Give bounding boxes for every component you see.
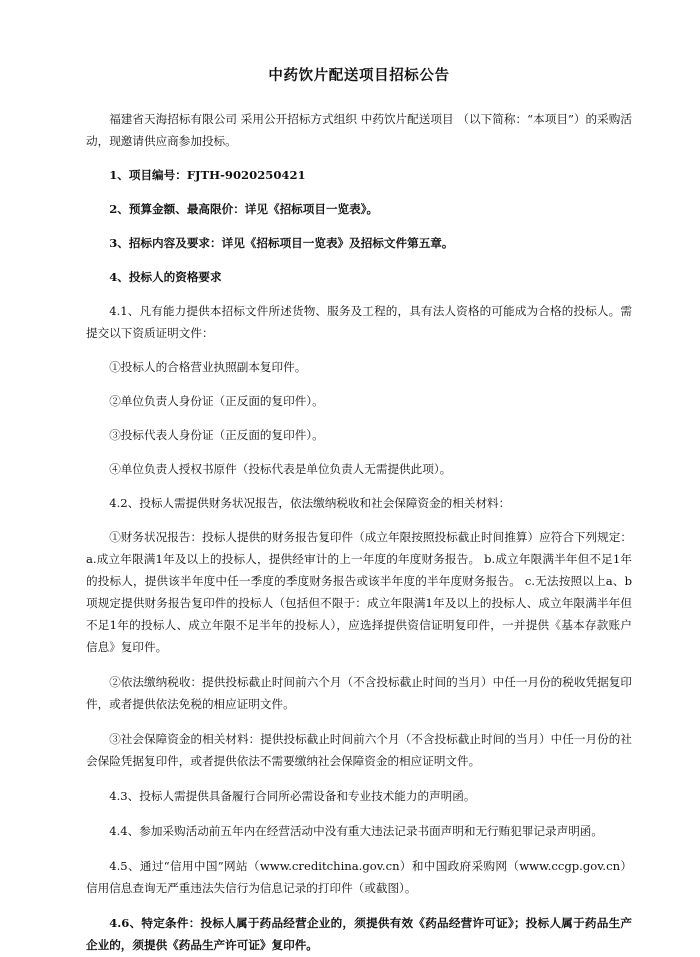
clause-4-4: 4.4、参加采购活动前五年内在经营活动中没有重大违法记录书面声明和无行贿犯罪记录声明函。 [109, 824, 603, 838]
clause-4-3: 4.3、投标人需提供具备履行合同所必需设备和专业技术能力的声明函。 [109, 789, 476, 803]
clause-4-1-item: ③投标代表人身份证（正反面的复印件）。 [109, 428, 324, 442]
clause-4-2-item: ②依法缴纳税收：提供投标截止时间前六个月（不含投标截止时间的当月）中任一月份的税收凭据复印件，或者提供依法免税的相应证明文件。 [86, 675, 632, 711]
clause-4-2: 4.2、投标人需提供财务状况报告，依法缴纳税收和社会保障资金的相关材料： [109, 496, 511, 510]
clause-4-1-item: ①投标人的合格营业执照副本复印件。 [109, 360, 307, 374]
section-content: 3、招标内容及要求：详见《招标项目一览表》及招标文件第五章。 [109, 236, 454, 250]
section-project-number: 1、项目编号：FJTH-9020250421 [109, 168, 306, 182]
clause-4-5: 4.5、通过“信用中国”网站（www.creditchina.gov.cn）和中国政府采购网（www.ccgp.gov.cn）信用信息查询无严重违法失信行为信息记录的打印件（或截图）。 [86, 859, 632, 895]
section-qualification-heading: 4、投标人的资格要求 [109, 270, 222, 284]
clause-4-6: 4.6、特定条件：投标人属于药品经营企业的，须提供有效《药品经营许可证》；投标人属于药品生产企业的，须提供《药品生产许可证》复印件。 [86, 916, 632, 952]
intro-paragraph: 福建省天海招标有限公司 采用公开招标方式组织 中药饮片配送项目 （以下简称：“本项目”）的采购活动，现邀请供应商参加投标。 [86, 112, 632, 148]
section-budget: 2、预算金额、最高限价：详见《招标项目一览表》。 [109, 202, 379, 216]
clause-4-1-item: ④单位负责人授权书原件（投标代表是单位负责人无需提供此项）。 [109, 462, 452, 476]
clause-4-2-item: ①财务状况报告：投标人提供的财务报告复印件（成立年限按照投标截止时间推算）应符合下列规定：a.成立年限满1年及以上的投标人，提供经审计的上一年度的年度财务报告。 b.成立年限满半年但不足1年的投标人，提供该半年度中任一季度的季度财务报告或该半年度的半年度财务报告。 c.无法按照以上a、b项规定提供财务报告复印件的投标人（包括但不限于：成立年限满1年及以上的投标人、成立年限满半年但不足1年的投标人、成立年限不足半年的投标人），应选择提供资信证明复印件，一并提供《基本存款账户信息》复印件。 [86, 530, 632, 654]
clause-4-1-item: ②单位负责人身份证（正反面的复印件）。 [109, 394, 324, 408]
clause-4-1: 4.1、凡有能力提供本招标文件所述货物、服务及工程的，具有法人资格的可能成为合格的投标人。需提交以下资质证明文件： [86, 304, 632, 340]
clause-4-2-item: ③社会保障资金的相关材料：提供投标截止时间前六个月（不含投标截止时间的当月）中任一月份的社会保险凭据复印件，或者提供依法不需要缴纳社会保障资金的相应证明文件。 [86, 732, 632, 768]
document-title: 中药饮片配送项目招标公告 [268, 68, 450, 84]
